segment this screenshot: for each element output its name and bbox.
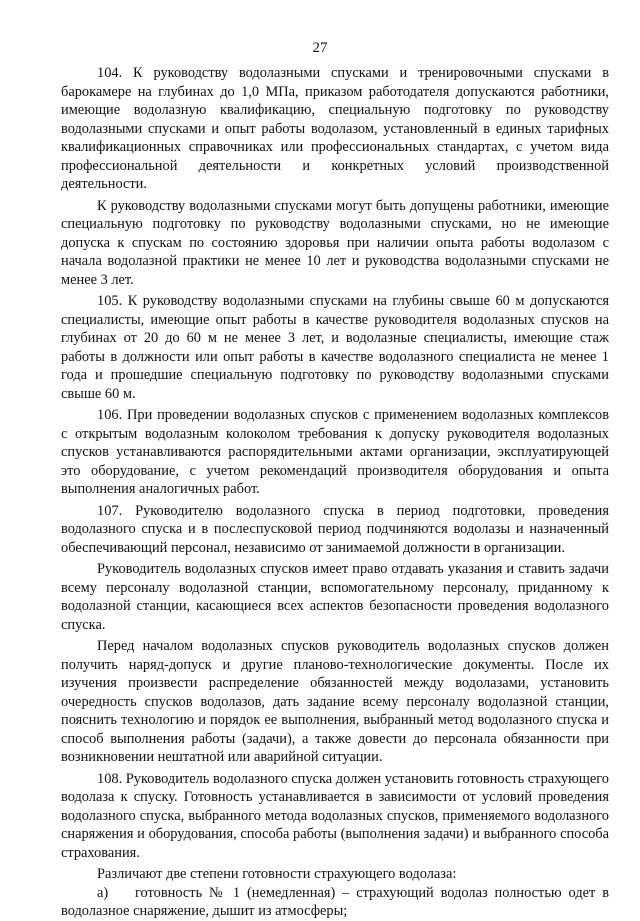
paragraph-106: 106. При проведении водолазных спусков с применением водолазных комплексов с открытым водолазным колоколом требования к допуску руководителя водолазных спусков устанавливаются распорядительными актами организации, эксплуатирующей это оборудование, с учетом рекомендаций производителя оборудования и опыта выполнения аналогичных работ. [61, 407, 609, 497]
list-item-text: готовность № 1 (немедленная) – страхующий водолаз полностью одет в водолазное снаряжение, дышит из атмосферы; [61, 884, 609, 919]
list-item-readiness-1 [61, 884, 609, 921]
paragraph-108-readiness-intro: Различают две степени готовности страхующего водолаза: [97, 866, 457, 882]
list-marker: а) [97, 884, 109, 901]
paragraph-108: 108. Руководитель водолазного спуска должен установить готовность страхующего водолаза к спуску. Готовность устанавливается в зависимости от условий проведения водолазного спуска, выбранного метода водолазных спусков, применяемого водолазного снаряжения и оборудования, способа работы (выполнения задачи) и выбранного способа страхования. [61, 770, 609, 861]
paragraph-107: 107. Руководителю водолазного спуска в период подготовки, проведения водолазного спуска и в послеспусковой период подчиняются водолазы и назначенный обеспечивающий персонал, независимо от занимаемой должности в организации. [61, 502, 609, 556]
page-number: 27 [312, 40, 328, 56]
document-body [61, 64, 609, 921]
paragraph-105: 105. К руководству водолазными спусками на глубины свыше 60 м допускаются специалисты, имеющие опыт работы в качестве руководителя водолазных спусков на глубинах от 20 до 60 м не менее 3 лет, и водолазные специалисты, имеющие стаж работы в должности или опыт работы в качестве водолазного специалиста не менее 1 года и прошедшие специальную подготовку по руководству водолазными спусками свыше 60 м. [61, 293, 609, 402]
paragraph-107-duties: Перед началом водолазных спусков руководитель водолазных спусков должен получить наряд-допуск и другие планово-технологические документы. После их изучения произвести распределение обязанностей между водолазами, установить очередность спусков водолазов, дать задание всему персоналу водолазной станции, пояснить технологию и порядок ее выполнения, выбранный метод водолазного спуска и способ выполнения работы (задачи), а также довести до персонала обязанности при возникновении нештатной или аварийной ситуации. [61, 638, 609, 765]
paragraph-104-continuation: К руководству водолазными спусками могут быть допущены работники, имеющие специальную подготовку по руководству водолазными спусками, но не имеющие допуска к спускам по состоянию здоровья при наличии опыта работы водолазом с начала водолазной практики не менее 10 лет и руководства водолазными спусками не менее 3 лет. [61, 197, 609, 288]
paragraph-104: 104. К руководству водолазными спусками и тренировочными спусками в барокамере на глубинах до 1,0 МПа, приказом работодателя допускаются работники, имеющие водолазную квалификацию, специальную подготовку по руководству водолазными спусками и опыт работы водолазом, установленный в единых тарифных квалификационных справочниках или профессиональных стандартах, с учетом вида профессиональной деятельности и конкретных условий производственной деятельности. [61, 65, 609, 192]
paragraph-107-rights: Руководитель водолазных спусков имеет право отдавать указания и ставить задачи всему персоналу водолазной станции, вспомогательному персоналу, приданному к водолазной станции, касающиеся всех аспектов безопасности проведения водолазного спуска. [61, 561, 609, 633]
